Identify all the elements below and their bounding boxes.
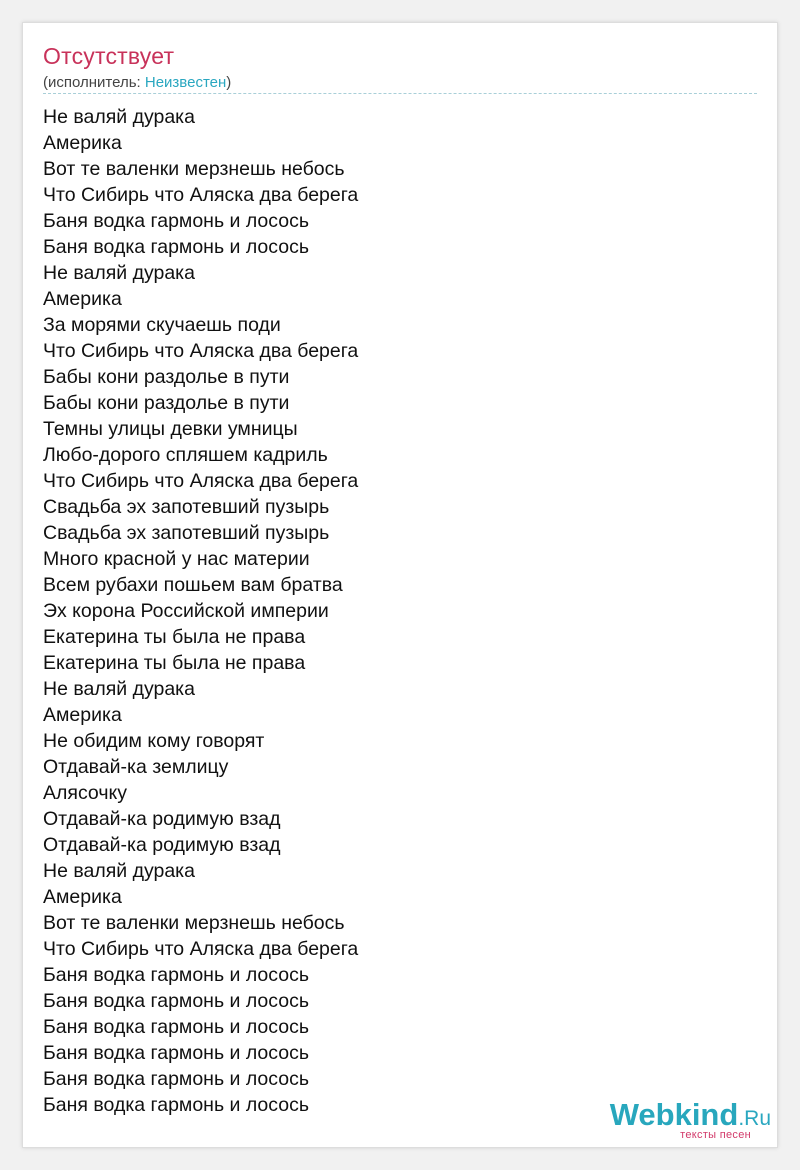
lyric-line: Баня водка гармонь и лосось	[43, 1094, 309, 1116]
lyric-line: Баня водка гармонь и лосось	[43, 1068, 309, 1090]
logo-tagline: тексты песен	[680, 1129, 751, 1141]
lyric-line: Алясочку	[43, 782, 127, 804]
lyric-line: Темны улицы девки умницы	[43, 418, 298, 440]
performer-suffix: )	[226, 74, 232, 91]
logo-brand: Webkind	[609, 1097, 739, 1132]
lyrics-text	[43, 104, 358, 1118]
lyric-line: За морями скучаешь поди	[43, 314, 281, 336]
lyric-line: Не обидим кому говорят	[43, 730, 265, 752]
lyric-line: Всем рубахи пошьем вам братва	[43, 574, 343, 596]
lyric-line: Что Сибирь что Аляска два берега	[43, 938, 359, 960]
performer-line	[43, 74, 231, 91]
lyric-line: Отдавай-ка родимую взад	[43, 834, 281, 856]
lyric-line: Не валяй дурака	[43, 262, 195, 284]
song-title: Отсутствует	[43, 43, 175, 69]
lyric-line: Не валяй дурака	[43, 678, 195, 700]
lyric-line: Что Сибирь что Аляска два берега	[43, 470, 359, 492]
lyric-line: Баня водка гармонь и лосось	[43, 236, 309, 258]
lyric-line: Баня водка гармонь и лосось	[43, 210, 309, 232]
logo-tld: .Ru	[738, 1107, 771, 1130]
lyric-line: Не валяй дурака	[43, 860, 195, 882]
lyric-line: Что Сибирь что Аляска два берега	[43, 184, 359, 206]
performer-link[interactable]: Неизвестен	[144, 74, 227, 91]
lyric-line: Америка	[43, 886, 122, 908]
lyric-line: Америка	[43, 288, 122, 310]
lyric-line: Отдавай-ка землицу	[43, 756, 229, 778]
lyric-line: Баня водка гармонь и лосось	[43, 1016, 309, 1038]
lyric-line: Отдавай-ка родимую взад	[43, 808, 281, 830]
site-logo[interactable]	[581, 1097, 771, 1141]
lyric-line: Екатерина ты была не права	[43, 652, 306, 674]
performer-prefix: (исполнитель:	[43, 74, 145, 91]
lyric-line: Бабы кони раздолье в пути	[43, 392, 290, 414]
lyric-line: Эх корона Российской империи	[43, 600, 329, 622]
lyric-line: Любо-дорого спляшем кадриль	[43, 444, 328, 466]
lyric-line: Америка	[43, 132, 122, 154]
lyric-line: Баня водка гармонь и лосось	[43, 964, 309, 986]
lyric-line: Свадьба эх запотевший пузырь	[43, 522, 330, 544]
lyric-line: Баня водка гармонь и лосось	[43, 1042, 309, 1064]
lyric-line: Свадьба эх запотевший пузырь	[43, 496, 330, 518]
title-divider	[43, 93, 757, 94]
lyric-line: Вот те валенки мерзнешь небось	[43, 158, 345, 180]
lyric-line: Бабы кони раздолье в пути	[43, 366, 290, 388]
lyric-line: Вот те валенки мерзнешь небось	[43, 912, 345, 934]
lyric-line: Не валяй дурака	[43, 106, 195, 128]
lyrics-card	[22, 22, 778, 1148]
lyric-line: Много красной у нас материи	[43, 548, 310, 570]
lyric-line: Америка	[43, 704, 122, 726]
lyric-line: Екатерина ты была не права	[43, 626, 306, 648]
lyric-line: Баня водка гармонь и лосось	[43, 990, 309, 1012]
logo-wordmark	[610, 1097, 771, 1133]
lyric-line: Что Сибирь что Аляска два берега	[43, 340, 359, 362]
